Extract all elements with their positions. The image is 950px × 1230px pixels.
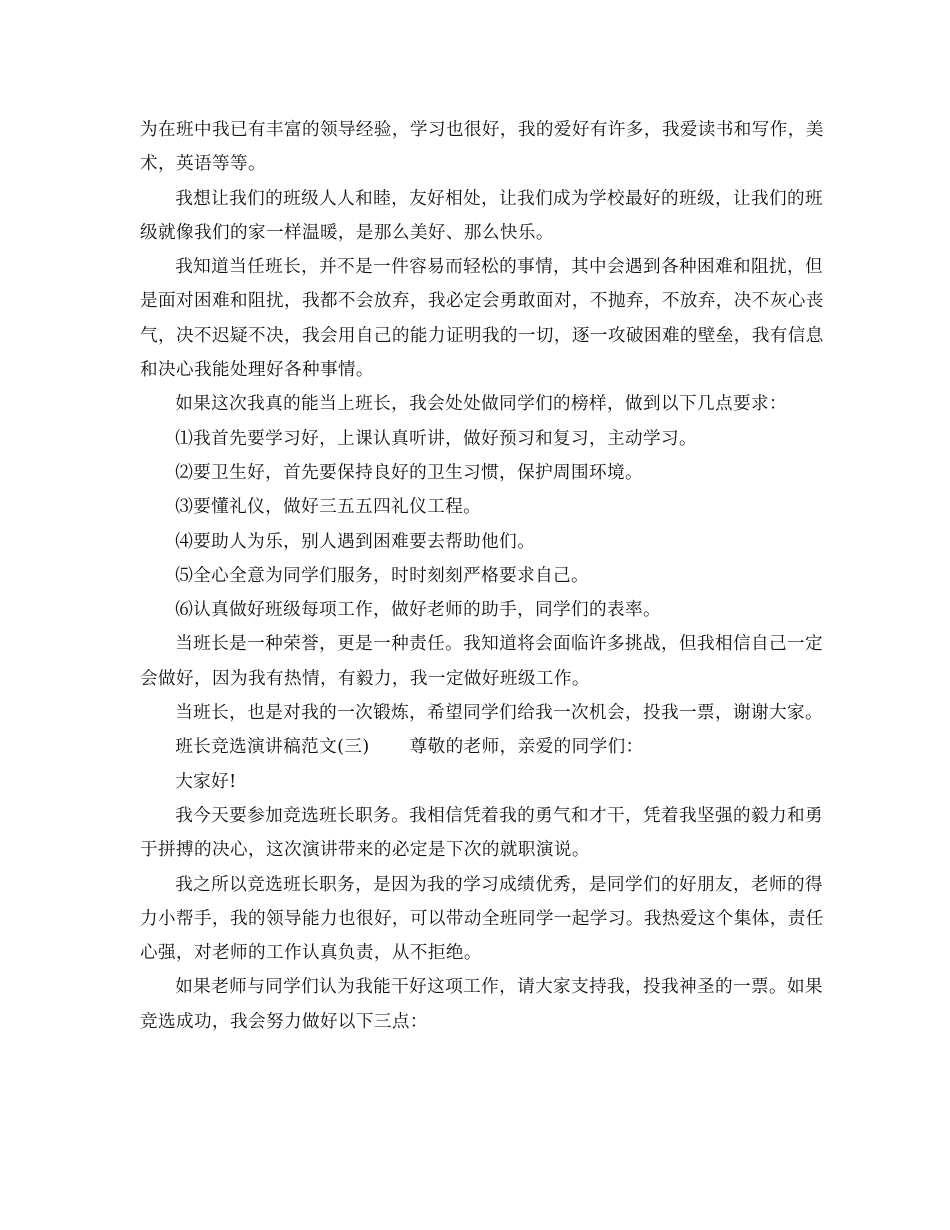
section-title-line (140, 730, 830, 764)
paragraph: 如果这次我真的能当上班长，我会处处做同学们的榜样，做到以下几点要求： (175, 394, 787, 415)
list-item: ⑶要懂礼仪，做好三五五四礼仪工程。 (175, 497, 482, 518)
greeting: 大家好! (175, 771, 237, 792)
paragraph: 当班长是一种荣誉，更是一种责任。我知道将会面临许多挑战，但我相信自己一定会做好，因为我有热情，有毅力，我一定做好班级工作。 (140, 634, 823, 689)
paragraph: 当班长，也是对我的一次锻炼，希望同学们给我一次机会，投我一票，谢谢大家。 (175, 703, 823, 724)
section-title: 班长竞选演讲稿范文(三) (175, 737, 370, 758)
list-item: ⑵要卫生好，首先要保持良好的卫生习惯，保护周围环境。 (175, 462, 644, 483)
list-item: ⑹认真做好班级每项工作，做好老师的助手，同学们的表率。 (175, 600, 662, 621)
paragraph: 我想让我们的班级人人和睦，友好相处，让我们成为学校最好的班级，让我们的班级就像我们的家一样温暖，是那么美好、那么快乐。 (140, 188, 823, 243)
paragraph: 如果老师与同学们认为我能干好这项工作，请大家支持我，投我神圣的一票。如果竞选成功，我会努力做好以下三点： (140, 977, 823, 1032)
list-item: ⑸全心全意为同学们服务，时时刻刻严格要求自己。 (175, 565, 590, 586)
paragraph: 为在班中我已有丰富的领导经验，学习也很好，我的爱好有许多，我爱读书和写作，美术，英语等等。 (140, 120, 824, 175)
paragraph: 我知道当任班长，并不是一件容易而轻松的事情，其中会遇到各种困难和阻扰，但是面对困难和阻扰，我都不会放弃，我必定会勇敢面对，不抛弃，不放弃，决不灰心丧气，决不迟疑不决，我会用自己的能力证明我的一切，逐一攻破困难的壁垒，我有信息和决心我能处理好各种事情。 (140, 257, 824, 381)
document-page (140, 113, 830, 1039)
list-item: ⑴我首先要学习好，上课认真听讲，做好预习和复习，主动学习。 (175, 428, 698, 449)
salutation: 尊敬的老师，亲爱的同学们： (409, 737, 644, 758)
paragraph: 我之所以竞选班长职务，是因为我的学习成绩优秀，是同学们的好朋友，老师的得力小帮手，我的领导能力也很好，可以带动全班同学一起学习。我热爱这个集体，责任心强，对老师的工作认真负责，从不拒绝。 (140, 874, 824, 964)
list-item: ⑷要助人为乐，别人遇到困难要去帮助他们。 (175, 531, 536, 552)
paragraph: 我今天要参加竞选班长职务。我相信凭着我的勇气和才干，凭着我坚强的毅力和勇于拼搏的决心，这次演讲带来的必定是下次的就职演说。 (140, 805, 823, 861)
